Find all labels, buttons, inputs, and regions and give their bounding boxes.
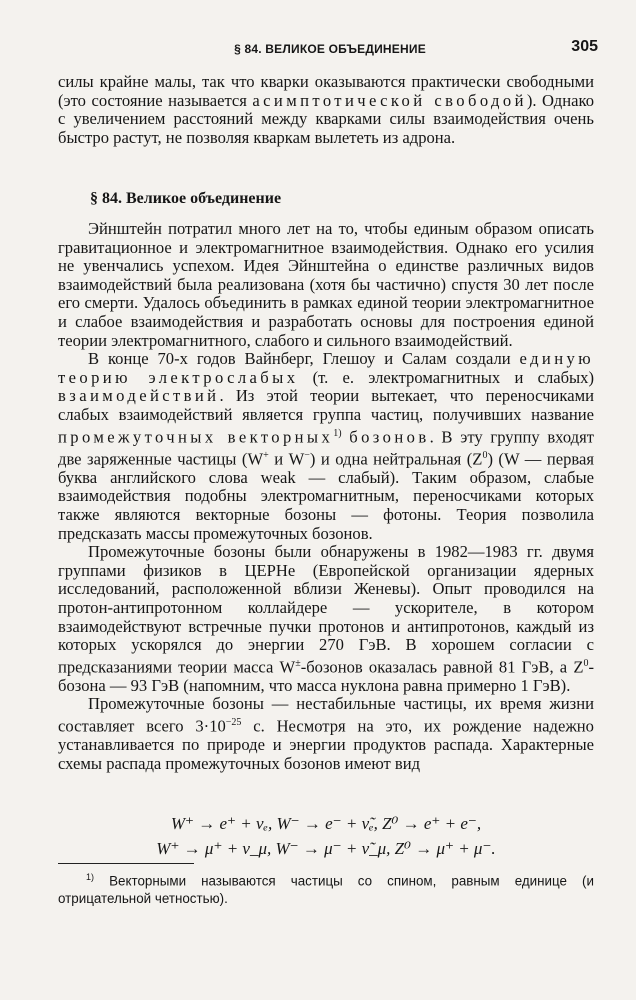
footnote-divider bbox=[58, 863, 194, 864]
p2-sup-3: 0 bbox=[482, 449, 488, 461]
p2-spaced-4: бозонов bbox=[349, 427, 430, 447]
paragraph-2 bbox=[58, 350, 594, 543]
footnote-mark: 1) bbox=[86, 872, 95, 882]
p2-text-f: ) и одна нейтральная (Z bbox=[309, 449, 483, 469]
intro-text-2: ). Однако с увеличением расстояний между кварками силы взаимодействия очень быстро растут, не позволяя кваркам вылететь из адрона. bbox=[58, 90, 594, 147]
p4-sup: −25 bbox=[225, 717, 242, 729]
section-title: § 84. Великое объединение bbox=[90, 190, 282, 207]
paragraph-4 bbox=[58, 695, 594, 773]
p2-text-b: (т. е. электромагнитных и слабых) bbox=[298, 367, 595, 387]
body-text bbox=[58, 220, 594, 773]
p2-text-a: В конце 70-х годов Вайнберг, Глешоу и Салам создали bbox=[88, 349, 520, 369]
p3-text-b: -бозонов оказалась равной 81 ГэВ, а Z bbox=[300, 657, 584, 677]
intro-paragraph bbox=[58, 73, 594, 147]
footnote-ref: 1) bbox=[333, 427, 342, 439]
p2-spaced-1: единую теорию электрослабых bbox=[58, 349, 594, 387]
p3-sup-2: 0 bbox=[583, 657, 589, 669]
paragraph-3 bbox=[58, 543, 594, 695]
p3-text-c: -бозона — 93 ГэВ (напомним, что масса нуклона равна примерно 1 ГэВ). bbox=[58, 657, 594, 695]
p2-spaced-3: промежуточных векторных bbox=[58, 427, 334, 447]
paragraph-1: Эйнштейн потратил много лет на то, чтобы единым образом описать гравитационное и электромагнитное взаимодействия. Однако его усилия не увенчались успехом. Идея Эйнштейна о единстве различных видов взаимодействий была реализована (хотя бы частично) спустя 30 лет после его смерти. Удалось объединить в рамках единой теории электромагнитное и слабое взаимодействия и разработать основы для построения единой теории электромагнитного, слабого и сильного взаимодействий. bbox=[58, 219, 594, 350]
running-head: § 84. ВЕЛИКОЕ ОБЪЕДИНЕНИЕ bbox=[234, 42, 426, 56]
p2-text-c: . Из этой теории вытекает, что переносчиками слабых взаимодействий является группа частиц, получивших название bbox=[58, 386, 594, 424]
p3-sup-1: ± bbox=[295, 657, 301, 669]
intro-text-1: силы крайне малы, так что кварки оказываются практически свободными (это состояние называется bbox=[58, 72, 594, 110]
p2-sup-2: − bbox=[304, 449, 310, 461]
p2-text-e: и W bbox=[268, 449, 305, 469]
p2-text-d: . В эту группу входят две заряженные частицы (W bbox=[58, 427, 594, 469]
p4-text-a: Промежуточные бозоны — нестабильные частицы, их время жизни составляет всего 3·10 bbox=[58, 694, 594, 736]
footnote bbox=[58, 868, 594, 908]
p2-sup-1: + bbox=[263, 449, 269, 461]
emphasized-term: асимптотической свободой bbox=[252, 90, 527, 110]
decay-formula-1: W⁺ → e⁺ + νₑ, W⁻ → e⁻ + ν̃ₑ, Z⁰ → e⁺ + e⁻, bbox=[170, 814, 482, 833]
p2-text-g: ) (W — первая буква английского слова weak — слабый). Таким образом, слабые взаимодействия подобны электромагнитным, переносчиками которых также являются векторные бозоны — фотоны. Теория позволила предсказать массы промежуточных бозонов. bbox=[58, 449, 594, 543]
decay-formula-2: W⁺ → μ⁺ + ν_μ, W⁻ → μ⁻ + ν̃_μ, Z⁰ → μ⁺ + μ⁻. bbox=[156, 839, 496, 858]
p3-text-a: Промежуточные бозоны были обнаружены в 1982—1983 гг. двумя группами физиков в ЦЕРНе (Европейской организации ядерных исследований, расположенной вблизи Женевы). Опыт проводился на протон-антипротонном коллайдере — ускорителе, в котором взаимодействуют встречные пучки протонов и антипротонов, каждый из которых ускорялся до энергии 270 ГэВ. В хорошем согласии с предсказаниями теории масса W bbox=[58, 542, 594, 677]
p4-text-b: с. Несмотря на это, их рождение надежно устанавливается по природе и энергии продуктов распада. Характерные схемы распада промежуточных бозонов имеют вид bbox=[58, 716, 594, 773]
page-number: 305 bbox=[571, 38, 598, 55]
p2-spaced-2: взаимодействий bbox=[58, 386, 220, 406]
footnote-text: Векторными называются частицы со спином, равным единице (и отрицательной четностью). bbox=[58, 873, 594, 907]
